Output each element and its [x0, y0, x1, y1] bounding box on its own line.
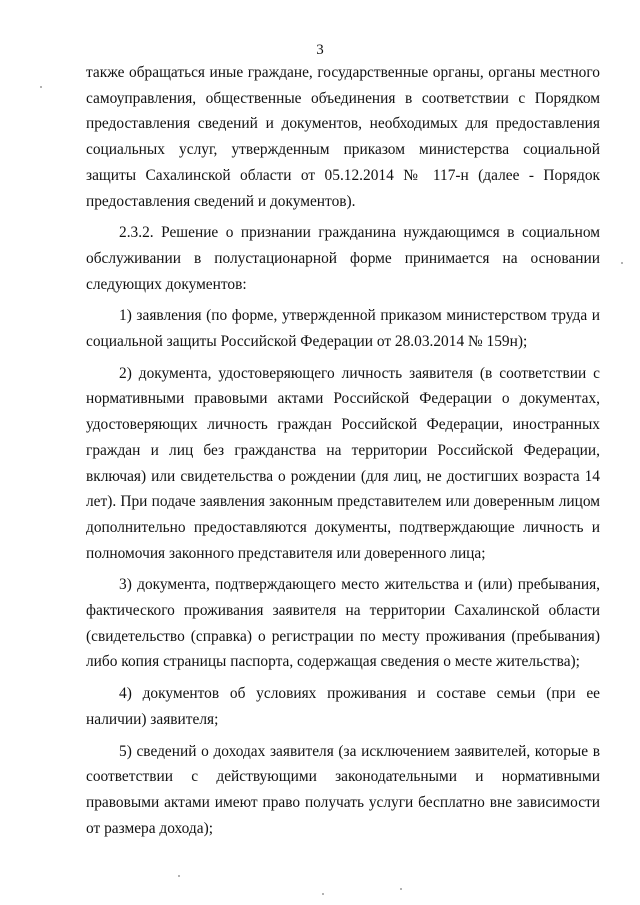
- scan-speck: [322, 893, 324, 895]
- list-item-2: 2) документа, удостоверяющего личность заявителя (в соответствии с нормативными правовыми актами Российской Федерации о документах, удостоверяющих личность граждан Российской Федерации, иностранных граждан и лиц без гражданства на территории Российской Федерации, включая) или свидетельства о рождении (для лиц, не достигших возраста 14 лет). При подаче заявления законным представителем или доверенным лицом дополнительно предоставляются документы, подтверждающие личность и полномочия законного представителя или доверенного лица;: [86, 364, 600, 562]
- paragraph-2-3-2: 2.3.2. Решение о признании гражданина нуждающимся в социальном обслуживании в полустационарной форме принимается на основании следующих документов:: [86, 224, 600, 293]
- list-item-5: 5) сведений о доходах заявителя (за исключением заявителей, которые в соответствии с действующими законодательными и нормативными правовыми актами имеют право получать услуги бесплатно вне зависимости от размера дохода);: [86, 742, 600, 837]
- list-item-3: 3) документа, подтверждающего место жительства и (или) пребывания, фактического проживания заявителя на территории Сахалинской области (свидетельство (справка) о регистрации по месту проживания (пребывания) либо копия страницы паспорта, содержащая сведения о месте жительства);: [86, 576, 600, 671]
- page-number: 3: [316, 42, 324, 58]
- list-item-1: 1) заявления (по форме, утвержденной приказом министерством труда и социальной защиты Российской Федерации от 28.03.2014 № 159н);: [86, 307, 600, 351]
- document-body: [86, 60, 600, 847]
- scan-speck: [178, 875, 180, 877]
- scan-speck: [621, 262, 623, 264]
- list-item-4: 4) документов об условиях проживания и составе семьи (при ее наличии) заявителя;: [86, 685, 600, 728]
- scan-speck: [40, 86, 42, 88]
- paragraph-continuation: также обращаться иные граждане, государственные органы, органы местного самоуправления, общественные объединения в соответствии с Порядком предоставления сведений и документов, необходимых для предоставления социальных услуг, утвержденным приказом министерства социальной защиты Сахалинской области от 05.12.2014 № 117-н (далее - Порядок предоставления сведений и документов).: [86, 64, 600, 210]
- scan-speck: [400, 888, 402, 890]
